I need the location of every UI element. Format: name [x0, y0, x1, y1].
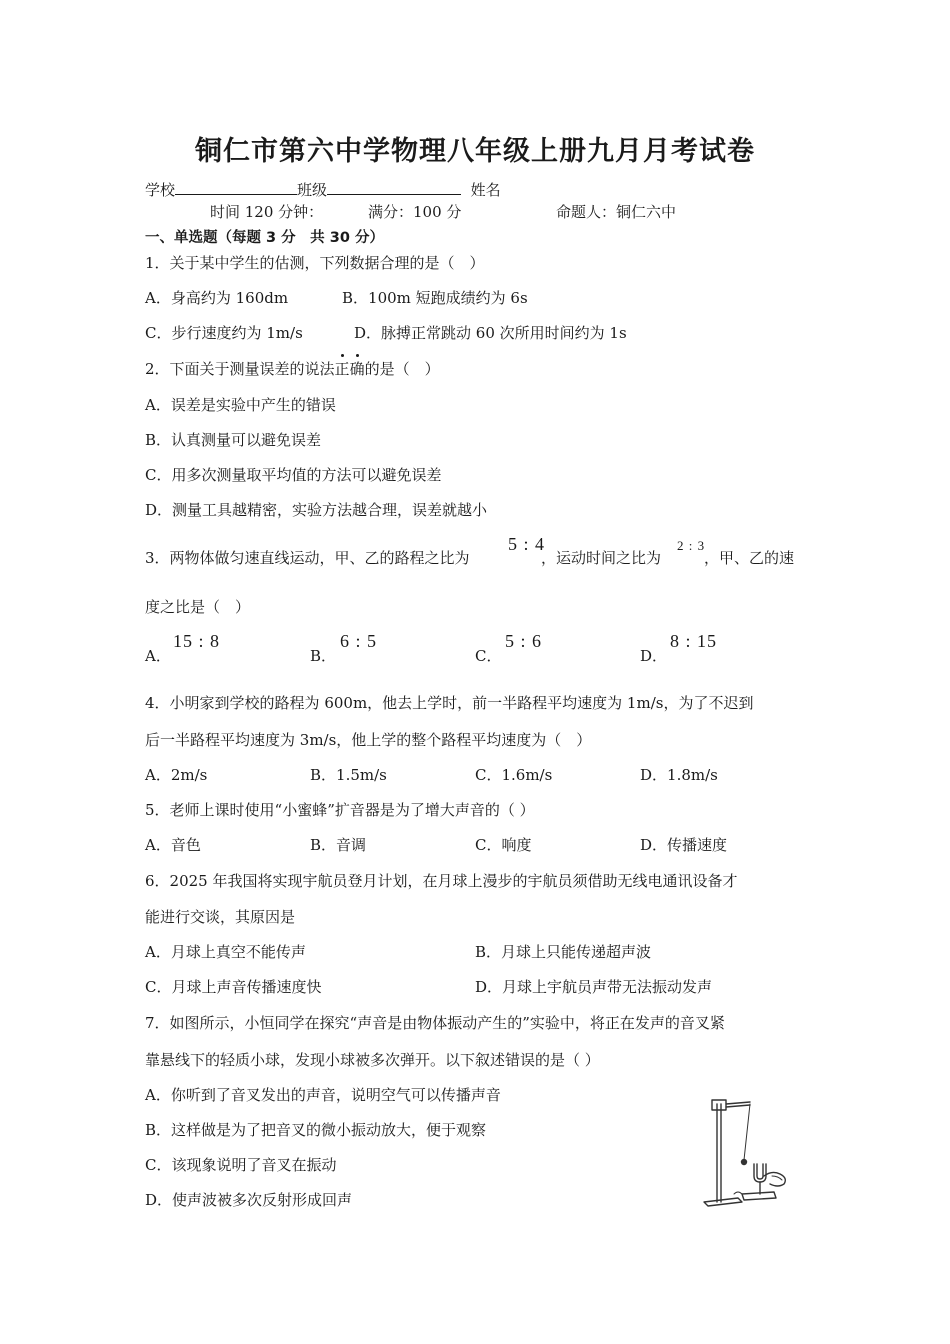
q7-option-d[interactable]: D．使声波被多次反射形成回声: [145, 1191, 353, 1209]
q3-option-c-value[interactable]: 5 : 6: [505, 631, 543, 651]
school-label: 学校: [145, 181, 176, 199]
tuning-fork-apparatus-figure: [698, 1090, 798, 1214]
school-blank[interactable]: [175, 178, 297, 195]
q6-stem-line1: 6．2025 年我国将实现宇航员登月计划，在月球上漫步的宇航员须借助无线电通讯设备才: [145, 872, 738, 890]
q6-option-d[interactable]: D．月球上宇航员声带无法振动发声: [475, 978, 713, 996]
class-blank[interactable]: [327, 178, 461, 195]
q4-option-b[interactable]: B．1.5m/s: [310, 766, 387, 784]
exam-author: 命题人：铜仁六中: [556, 203, 677, 221]
q1-option-a[interactable]: A．身高约为 160dm: [145, 289, 289, 307]
q3-stem-part3: ，甲、乙的速: [704, 549, 795, 567]
q3-option-b-label[interactable]: B．: [310, 647, 337, 665]
q6-option-c[interactable]: C．月球上声音传播速度快: [145, 978, 322, 996]
q3-stem-part4: 度之比是（ ）: [145, 598, 251, 616]
stand-clamp: [712, 1100, 726, 1110]
q2-option-c[interactable]: C．用多次测量取平均值的方法可以避免误差: [145, 466, 442, 484]
q7-option-a[interactable]: A．你听到了音叉发出的声音，说明空气可以传播声音: [145, 1086, 501, 1104]
q4-option-a[interactable]: A．2m/s: [145, 766, 208, 784]
q5-option-b[interactable]: B．音调: [310, 836, 367, 854]
q3-stem-part2: ，运动时间之比为: [541, 549, 662, 567]
page-title: 铜仁市第六中学物理八年级上册九月月考试卷: [195, 136, 755, 167]
hand-icon: [764, 1172, 785, 1186]
stand-arm: [726, 1102, 750, 1107]
q3-option-a-label[interactable]: A．: [145, 647, 171, 665]
resonance-box: [742, 1192, 776, 1200]
q3-stem-part1: 3．两物体做匀速直线运动，甲、乙的路程之比为: [145, 549, 470, 567]
q2-emphasis-char-1: 正: [334, 360, 350, 378]
q2-option-a[interactable]: A．误差是实验中产生的错误: [145, 396, 336, 414]
q4-stem-line1: 4．小明家到学校的路程为 600m，他去上学时，前一半路程平均速度为 1m/s，为了不迟到: [145, 694, 754, 712]
q2-stem: [145, 359, 440, 379]
q6-option-a[interactable]: A．月球上真空不能传声: [145, 943, 306, 961]
q3-option-d-label[interactable]: D．: [640, 647, 668, 665]
q6-stem-line2: 能进行交谈，其原因是: [145, 908, 296, 926]
q3-time-ratio: 2 : 3: [677, 538, 706, 553]
q3-option-b-value[interactable]: 6 : 5: [340, 631, 378, 651]
q5-option-c[interactable]: C．响度: [475, 836, 532, 854]
q2-option-d[interactable]: D．测量工具越精密，实验方法越合理，误差就越小: [145, 501, 488, 519]
q3-option-a-value[interactable]: 15 : 8: [173, 631, 221, 651]
q4-stem-line2: 后一半路程平均速度为 3m/s，他上学的整个路程平均速度为（ ）: [145, 731, 592, 749]
name-label: 姓名: [470, 181, 501, 199]
q2-stem-post: 的是（ ）: [364, 360, 440, 378]
q7-stem-line1: 7．如图所示，小恒同学在探究“声音是由物体振动产生的”实验中，将正在发声的音叉紧: [145, 1014, 725, 1032]
q1-stem: 1．关于某中学生的估测，下列数据合理的是（ ）: [145, 254, 485, 272]
q1-option-d[interactable]: D．脉搏正常跳动 60 次所用时间约为 1s: [354, 324, 627, 342]
q1-option-b[interactable]: B．100m 短跑成绩约为 6s: [342, 289, 528, 307]
q3-option-c-label[interactable]: C．: [475, 647, 502, 665]
class-label: 班级: [297, 181, 328, 199]
q5-option-d[interactable]: D．传播速度: [640, 836, 728, 854]
q4-option-d[interactable]: D．1.8m/s: [640, 766, 718, 784]
q7-option-b[interactable]: B．这样做是为了把音叉的微小振动放大，便于观察: [145, 1121, 487, 1139]
q6-option-b[interactable]: B．月球上只能传递超声波: [475, 943, 652, 961]
exam-score: 满分：100 分: [368, 203, 462, 221]
section-heading: 一、单选题（每题 3 分 共 30 分）: [145, 230, 384, 246]
stand-rod: [717, 1104, 721, 1202]
q7-stem-line2: 靠悬线下的轻质小球，发现小球被多次弹开。以下叙述错误的是（ ）: [145, 1051, 600, 1069]
q3-distance-ratio: 5 : 4: [508, 534, 546, 554]
q2-option-b[interactable]: B．认真测量可以避免误差: [145, 431, 322, 449]
q4-option-c[interactable]: C．1.6m/s: [475, 766, 553, 784]
q5-option-a[interactable]: A．音色: [145, 836, 201, 854]
thread: [744, 1104, 750, 1160]
q7-option-c[interactable]: C．该现象说明了音叉在振动: [145, 1156, 337, 1174]
q3-option-d-value[interactable]: 8 : 15: [670, 631, 718, 651]
stand-base: [704, 1198, 742, 1206]
q2-stem-pre: 2．下面关于测量误差的说法: [145, 360, 335, 378]
header-info-row: [145, 178, 501, 200]
q1-option-c[interactable]: C．步行速度约为 1m/s: [145, 324, 303, 342]
q2-emphasis-char-2: 确: [349, 360, 365, 378]
exam-time: 时间 120 分钟：: [210, 203, 324, 221]
light-ball: [741, 1159, 747, 1165]
q5-stem: 5．老师上课时使用“小蜜蜂”扩音器是为了增大声音的（ ）: [145, 801, 535, 819]
